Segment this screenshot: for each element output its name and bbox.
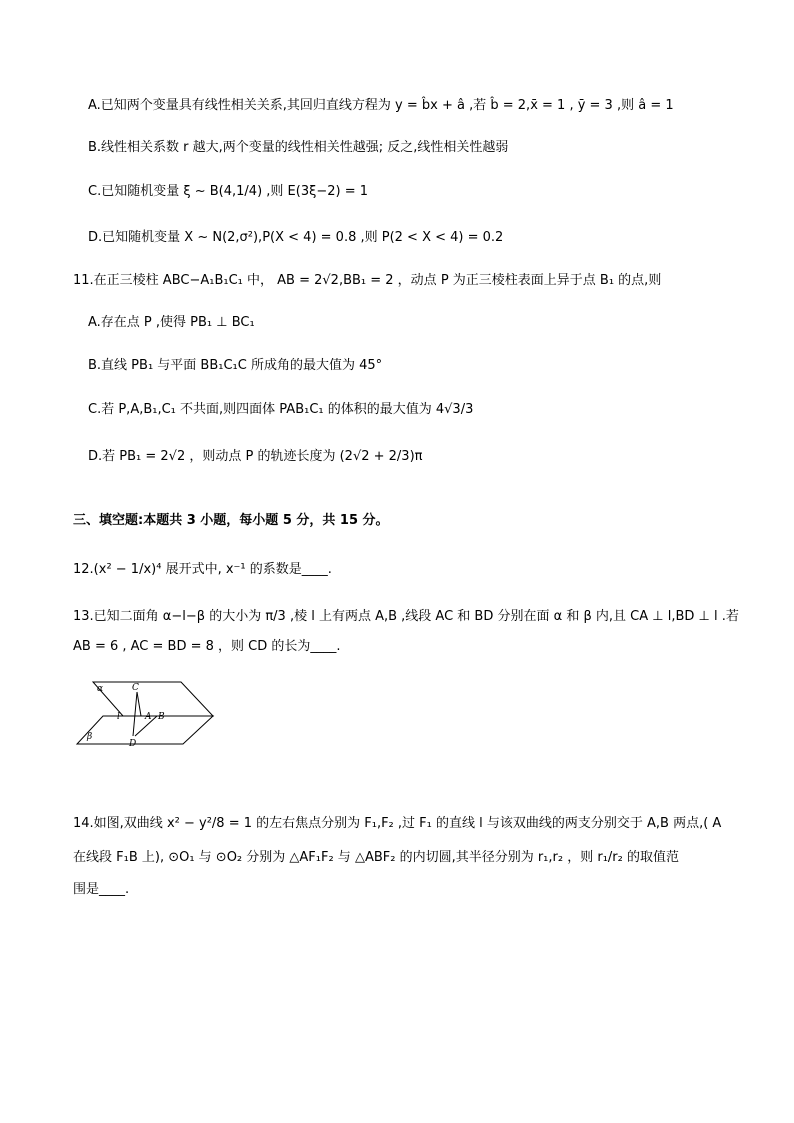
dihedral-angle-figure xyxy=(73,678,218,750)
q11-option-d: D.若 PB₁ = 2√2 ，则动点 P 的轨迹长度为 (2√2 + 2/3)π xyxy=(88,449,423,464)
dihedral-angle-diagram xyxy=(73,678,218,750)
q10-option-c: C.已知随机变量 ξ ~ B(4,1/4) ,则 E(3ξ−2) = 1 xyxy=(88,184,369,199)
q13-line-1: 13.已知二面角 α−l−β 的大小为 π/3 ,棱 l 上有两点 A,B ,线段 AC 和 BD 分别在面 α 和 β 内,且 CA ⊥ l,BD ⊥ l .若 xyxy=(73,609,739,624)
q14-line-1: 14.如图,双曲线 x² − y²/8 = 1 的左右焦点分别为 F₁,F₂ ,过 F₁ 的直线 l 与该双曲线的两支分别交于 A,B 两点,( A xyxy=(73,816,722,831)
label-beta: β xyxy=(87,732,93,742)
q14-line-3: 围是____. xyxy=(73,882,130,897)
q10-option-a: A.已知两个变量具有线性相关关系,其回归直线方程为 y = b̂x + â ,若 b̂ = 2,x̄ = 1 , ȳ = 3 ,则 â = 1 xyxy=(88,98,674,113)
q11-stem: 11.在正三棱柱 ABC−A₁B₁C₁ 中， AB = 2√2,BB₁ = 2 ，动点 P 为正三棱柱表面上异于点 B₁ 的点,则 xyxy=(73,273,662,288)
plane-alpha xyxy=(93,682,213,716)
q11-option-b: B.直线 PB₁ 与平面 BB₁C₁C 所成角的最大值为 45° xyxy=(88,358,383,373)
q14-line-2: 在线段 F₁B 上), ⊙O₁ 与 ⊙O₂ 分别为 △AF₁F₂ 与 △ABF₂ 的内切圆,其半径分别为 r₁,r₂ ，则 r₁/r₂ 的取值范 xyxy=(73,850,679,865)
q12-stem: 12.(x² − 1/x)⁴ 展开式中, x⁻¹ 的系数是____. xyxy=(73,562,332,577)
q11-option-a: A.存在点 P ,使得 PB₁ ⊥ BC₁ xyxy=(88,315,255,330)
label-a: A xyxy=(145,712,152,722)
label-d: D xyxy=(129,739,137,749)
section-title-fill-in: 三、填空题:本题共 3 小题，每小题 5 分，共 15 分。 xyxy=(73,513,389,528)
segment-cd xyxy=(133,692,137,736)
q13-line-2: AB = 6 , AC = BD = 8 ，则 CD 的长为____. xyxy=(73,639,341,654)
label-c: C xyxy=(132,683,139,693)
q10-option-d: D.已知随机变量 X ~ N(2,σ²),P(X < 4) = 0.8 ,则 P(2 < X < 4) = 0.2 xyxy=(88,230,504,245)
label-b: B xyxy=(158,712,165,722)
label-l: l xyxy=(117,712,120,722)
segment-ac xyxy=(137,692,141,716)
label-alpha: α xyxy=(97,684,104,694)
q10-option-b: B.线性相关系数 r 越大,两个变量的线性相关性越强; 反之,线性相关性越弱 xyxy=(88,140,509,155)
q11-option-c: C.若 P,A,B₁,C₁ 不共面,则四面体 PAB₁C₁ 的体积的最大值为 4√3/3 xyxy=(88,402,474,417)
